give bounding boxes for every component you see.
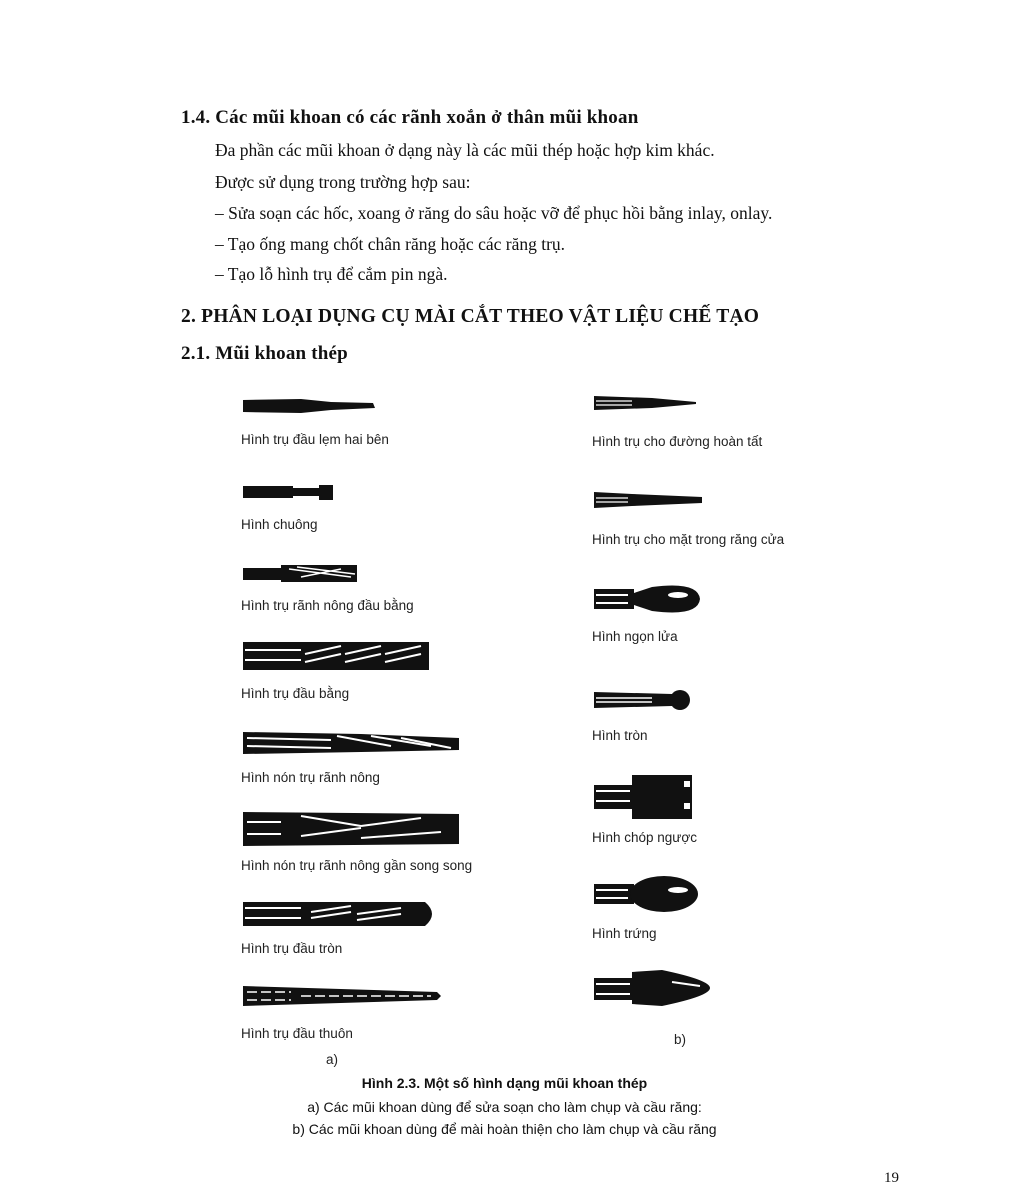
paragraph-2: Được sử dụng trong trường hợp sau: [215, 172, 471, 192]
section-2-heading: 2. PHÂN LOẠI DỤNG CỤ MÀI CẮT THEO VẬT LIỆU CHẾ TẠO [181, 306, 760, 327]
bullet-item-2: – Tạo ống mang chốt chân răng hoặc các răng trụ. [215, 234, 566, 254]
drill-label-left-1: Hình trụ đầu lẹm hai bên [241, 432, 389, 447]
paragraph-1: Đa phần các mũi khoan ở dạng này là các mũi thép hoặc hợp kim khác. [215, 140, 715, 160]
drill-label-right-6: Hình trứng [592, 926, 657, 941]
drill-label-right-3: Hình ngọn lửa [592, 629, 678, 644]
section-2-1-heading: 2.1. Mũi khoan thép [181, 343, 348, 364]
drill-label-right-2: Hình trụ cho mặt trong răng cửa [592, 532, 785, 547]
drill-label-left-6: Hình nón trụ rãnh nông gần song song [241, 858, 473, 873]
drill-label-left-3: Hình trụ rãnh nông đầu bằng [241, 598, 414, 613]
tapered-shank-bur-icon [241, 394, 381, 418]
drill-label-left-7: Hình trụ đầu tròn [241, 941, 343, 956]
section-1-4-heading: 1.4. Các mũi khoan có các rãnh xoắn ở thân mũi khoan [181, 107, 639, 128]
incisor-lingual-bur-icon [592, 488, 706, 512]
inverted-cone-bur-icon [592, 773, 698, 821]
figure-part-a-label: a) [326, 1052, 339, 1067]
bullet-item-3: – Tạo lỗ hình trụ để cắm pin ngà. [215, 264, 448, 284]
figure-caption-b: b) Các mũi khoan dùng để mài hoàn thiện cho làm chụp và cầu răng [292, 1121, 717, 1137]
tapered-shallow-groove-bur-icon [241, 728, 463, 758]
bullet-item-1: – Sửa soạn các hốc, xoang ở răng do sâu hoặc vỡ để phục hồi bằng inlay, onlay. [215, 203, 773, 223]
near-parallel-tapered-bur-icon [241, 808, 463, 850]
flat-end-cylinder-bur-icon [241, 640, 433, 672]
drill-label-right-4: Hình tròn [592, 728, 648, 743]
tapered-end-cylinder-bur-icon [241, 984, 445, 1008]
drill-label-left-2: Hình chuông [241, 517, 318, 532]
drill-label-left-8: Hình trụ đầu thuôn [241, 1026, 353, 1041]
figure-caption-title: Hình 2.3. Một số hình dạng mũi khoan thép [361, 1075, 648, 1091]
figure-part-b-label: b) [674, 1032, 687, 1047]
page-number: 19 [884, 1170, 899, 1186]
egg-bur-icon [592, 874, 702, 914]
flame-bur-icon [592, 579, 704, 619]
bullet-bur-icon [592, 966, 714, 1010]
drill-label-left-4: Hình trụ đầu bằng [241, 686, 350, 701]
drill-label-left-5: Hình nón trụ rãnh nông [241, 770, 380, 785]
shallow-groove-flat-cylinder-bur-icon [241, 563, 361, 585]
round-end-cylinder-bur-icon [241, 898, 441, 930]
round-bur-icon [592, 686, 694, 716]
figure-caption-a: a) Các mũi khoan dùng để sửa soạn cho làm chụp và cầu răng: [307, 1099, 702, 1115]
drill-label-right-1: Hình trụ cho đường hoàn tất [592, 434, 763, 449]
bell-bur-icon [241, 482, 337, 502]
drill-label-right-5: Hình chóp ngược [592, 830, 697, 845]
finishing-line-bur-icon [592, 393, 700, 413]
